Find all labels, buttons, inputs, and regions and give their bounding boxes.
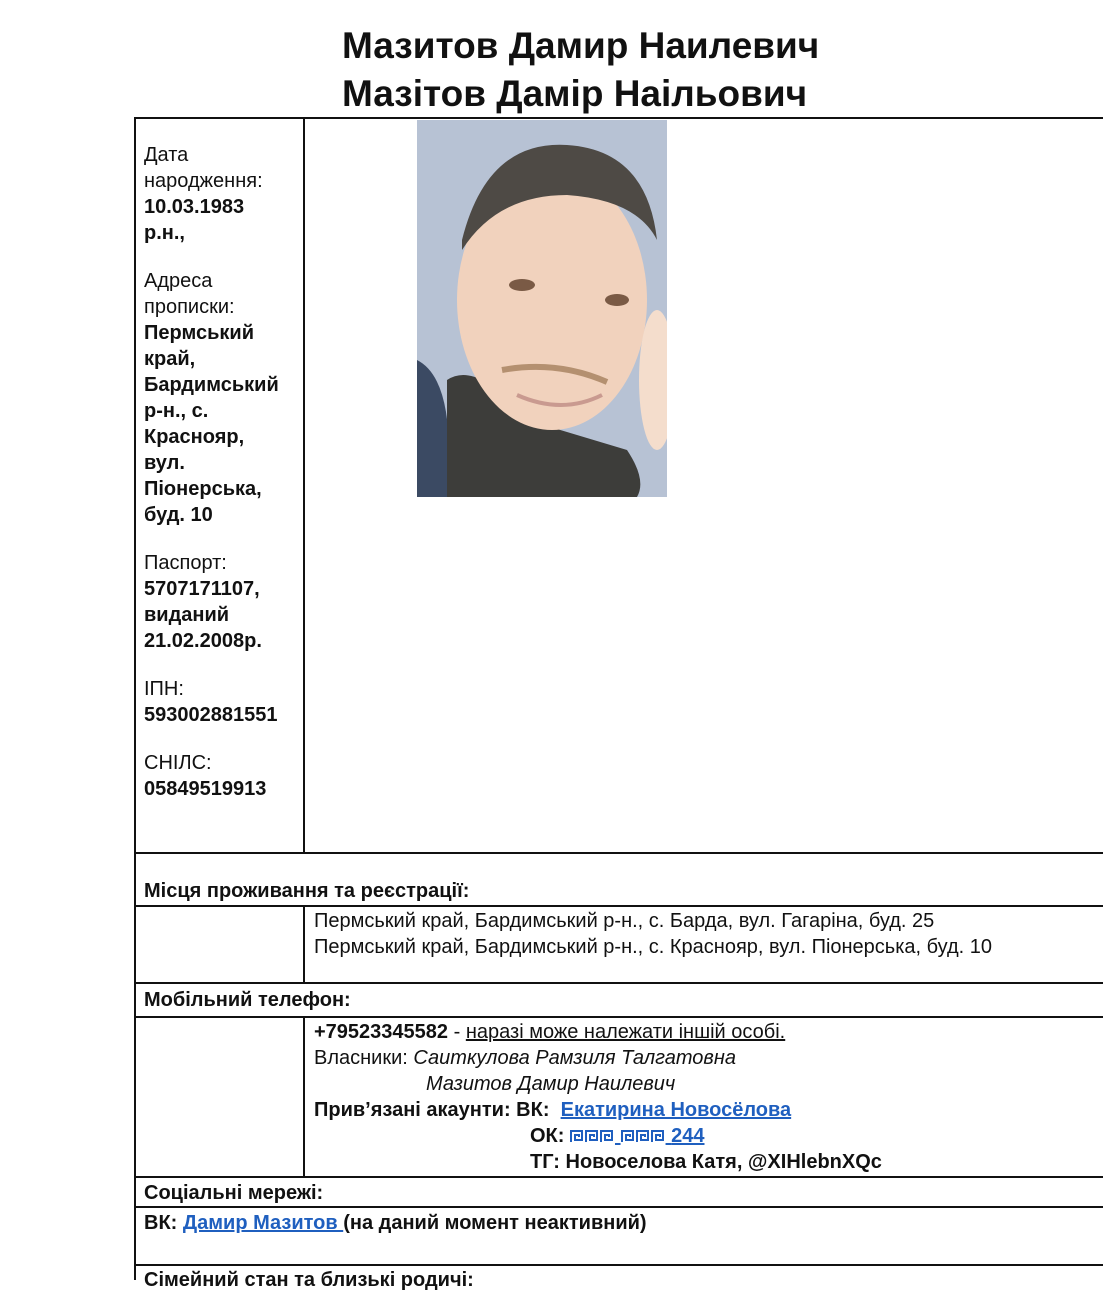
residence-heading-border (134, 905, 1103, 907)
linked-vk-label: ВК: (516, 1099, 556, 1121)
linked-ok-label: ОК: (530, 1125, 570, 1147)
phone-note: наразі може належати іншій особі. (465, 1021, 786, 1043)
birth-suffix: р.н., (144, 222, 185, 244)
profile-bottom-border (134, 852, 1103, 854)
birth-date: 10.03.1983 (144, 196, 245, 218)
phone-column-divider (303, 1016, 305, 1177)
title-ukrainian: Мазітов Дамір Наільович (342, 73, 808, 114)
phone-number: +79523345582 (314, 1021, 449, 1043)
linked-vk-link[interactable]: Екатирина Новосёлова (560, 1099, 792, 1121)
linked-ok-line (530, 1123, 704, 1149)
address-line: Бардимський (144, 374, 279, 396)
photo-illustration (417, 120, 667, 497)
profile-column-divider (303, 117, 305, 853)
phone-bottom-border (134, 1176, 1103, 1178)
social-vk-line (144, 1210, 647, 1236)
address-line: вул. (144, 452, 185, 474)
address-label: Адреса (144, 270, 213, 292)
social-vk-label: ВК: (144, 1212, 183, 1234)
inn-value: 593002881551 (144, 704, 278, 726)
meander-icon (570, 1125, 615, 1147)
phone-line (314, 1019, 785, 1045)
residence-address: Пермський край, Бардимський р-н., с. Барда, вул. Гагаріна, буд. 25 (314, 910, 935, 932)
person-photo (417, 120, 667, 497)
address-line: край, (144, 348, 196, 370)
title-russian: Мазитов Дамир Наилевич (342, 25, 820, 66)
linked-ok-link[interactable] (570, 1125, 705, 1147)
table-left-border (134, 117, 136, 1280)
ok-name-suffix: 244 (671, 1125, 705, 1147)
phone-heading: Мобільний телефон: (144, 989, 351, 1011)
address-line: Краснояр, (144, 426, 245, 448)
address-line: буд. 10 (144, 504, 213, 526)
social-heading: Соціальні мережі: (144, 1182, 324, 1204)
residence-bottom-border (134, 982, 1103, 984)
linked-tg-label: ТГ: (530, 1151, 566, 1173)
passport-number: 5707171107, (144, 578, 260, 600)
linked-tg-value: Новоселова Катя, @XIHlebnXQc (565, 1151, 882, 1173)
social-bottom-border (134, 1264, 1103, 1266)
address-line: Пермський (144, 322, 254, 344)
residence-heading: Місця проживання та реєстрації: (144, 880, 470, 902)
social-vk-status: (на даний момент неактивний) (343, 1212, 647, 1234)
owners-label: Власники: (314, 1047, 414, 1069)
residence-address: Пермський край, Бардимський р-н., с. Краснояр, вул. Піонерська, буд. 10 (314, 936, 993, 958)
social-heading-border (134, 1206, 1103, 1208)
owners-line (314, 1045, 736, 1071)
birth-label: Дата (144, 144, 189, 166)
family-heading: Сімейний стан та близькі родичі: (144, 1269, 474, 1291)
address-line: Піонерська, (144, 478, 262, 500)
passport-date: 21.02.2008р. (144, 630, 262, 652)
linked-tg-line (530, 1149, 882, 1175)
owner-name: Мазитов Дамир Наилевич (426, 1073, 676, 1095)
snils-label: СНІЛС: (144, 752, 212, 774)
residence-column-divider (303, 905, 305, 983)
linked-label: Прив’язані акаунти: (314, 1099, 517, 1121)
inn-label: ІПН: (144, 678, 184, 700)
social-vk-link[interactable]: Дамир Мазитов (182, 1212, 344, 1234)
phone-dash: - (448, 1021, 466, 1043)
table-top-border (134, 117, 1103, 119)
birth-label-2: народження: (144, 170, 263, 192)
passport-label: Паспорт: (144, 552, 227, 574)
address-line: р-н., с. (144, 400, 209, 422)
passport-issued: виданий (144, 604, 230, 626)
phone-heading-border (134, 1016, 1103, 1018)
owner-name: Саиткулова Рамзиля Талгатовна (413, 1047, 736, 1069)
meander-icon (621, 1125, 666, 1147)
snils-value: 05849519913 (144, 778, 267, 800)
linked-accounts-line (314, 1097, 791, 1123)
address-label-2: прописки: (144, 296, 235, 318)
